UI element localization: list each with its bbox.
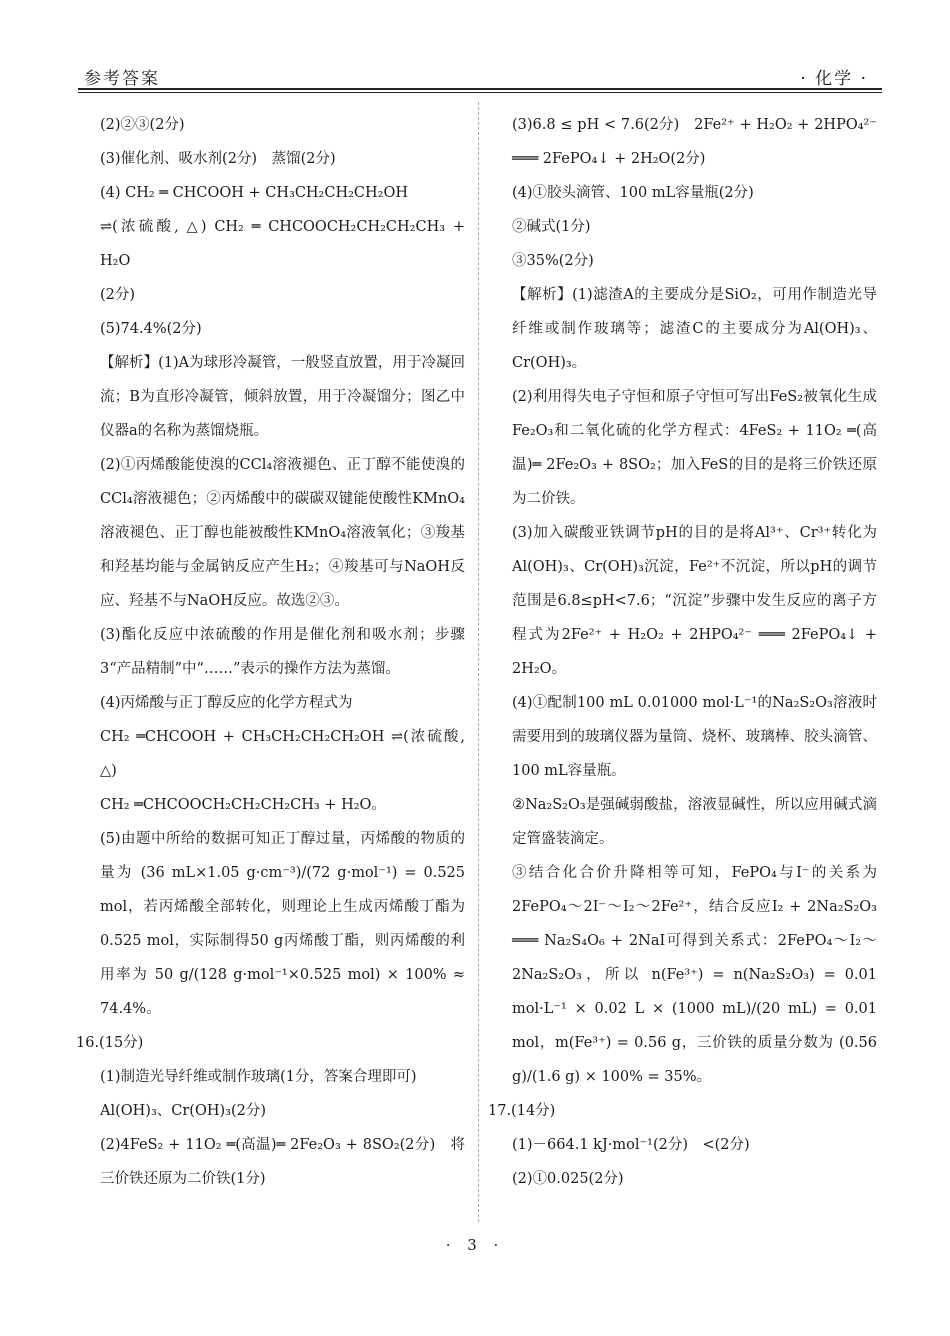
answer-line: (4)①胶头滴管、100 mL容量瓶(2分): [512, 185, 754, 201]
question-heading: 17.(14分): [488, 1103, 556, 1119]
right-column: [488, 108, 877, 1196]
analysis-paragraph: 【解析】(1)滤渣A的主要成分是SiO₂，可用作制造光导纤维或制作玻璃等；滤渣C的主要成分为Al(OH)₃、Cr(OH)₃。: [512, 287, 877, 371]
answer-line: (2)②③(2分): [100, 117, 185, 133]
analysis-paragraph: (4)①配制100 mL 0.01000 mol·L⁻¹的Na₂S₂O₃溶液时需要用到的玻璃仪器为量筒、烧杯、玻璃棒、胶头滴管、100 mL容量瓶。: [512, 695, 877, 779]
equation-line: CH₂ ═CHCOOH + CH₃CH₂CH₂CH₂OH ⇌(浓硫酸, △): [100, 729, 465, 779]
header-subject: · 化学 ·: [800, 69, 868, 89]
answer-line: (2分): [100, 287, 136, 303]
analysis-paragraph: (5)由题中所给的数据可知正丁醇过量，丙烯酸的物质的量为 (36 mL×1.05 g·cm⁻³)/(72 g·mol⁻¹) = 0.525 mol，若丙烯酸全部转化，则理论上生成丙烯酸丁酯为0.525 mol，实际制得50 g丙烯酸丁酯，则丙烯酸的利用率为 50 g/(128 g·mol⁻¹×0.525 mol) × 100% ≈ 74.4%。: [100, 831, 465, 1017]
answer-line: (3)催化剂、吸水剂(2分) 蒸馏(2分): [100, 151, 336, 167]
answer-line: ②碱式(1分): [512, 219, 591, 235]
left-column: [76, 108, 465, 1196]
analysis-paragraph: (2)①丙烯酸能使溴的CCl₄溶液褪色、正丁醇不能使溴的CCl₄溶液褪色；②丙烯酸中的碳碳双键能使酸性KMnO₄溶液褪色、正丁醇也能被酸性KMnO₄溶液氧化；③羧基和羟基均能与金属钠反应产生H₂；④羧基可与NaOH反应、羟基不与NaOH反应。故选②③。: [100, 457, 465, 609]
analysis-paragraph: ③结合化合价升降相等可知，FePO₄与I⁻的关系为2FePO₄～2I⁻～I₂～2Fe²⁺，结合反应I₂ + 2Na₂S₂O₃ ═══ Na₂S₄O₆ + 2NaI可得到关系式：2FePO₄～I₂～2Na₂S₂O₃，所以 n(Fe³⁺) = n(Na₂S₂O₃) = 0.01 mol·L⁻¹ × 0.02 L × (1000 mL)/(20 mL) = 0.01 mol，m(Fe³⁺) = 0.56 g，三价铁的质量分数为 (0.56 g)/(1.6 g) × 100% = 35%。: [512, 865, 877, 1085]
equation-line: CH₂ ═CHCOOCH₂CH₂CH₂CH₃ + H₂O。: [100, 797, 386, 813]
answer-line: (2)①0.025(2分): [512, 1171, 624, 1187]
answer-line: (1)－664.1 kJ·mol⁻¹(2分) <(2分): [512, 1137, 750, 1153]
header-rule-thick: [78, 88, 882, 90]
answer-line: (5)74.4%(2分): [100, 321, 202, 337]
question-heading: 16.(15分): [76, 1035, 144, 1051]
page-number: · 3 ·: [445, 1236, 505, 1254]
analysis-paragraph: ②Na₂S₂O₃是强碱弱酸盐，溶液显碱性，所以应用碱式滴定管盛装滴定。: [512, 797, 877, 847]
analysis-paragraph: (4)丙烯酸与正丁醇反应的化学方程式为: [100, 695, 353, 711]
answer-line: ③35%(2分): [512, 253, 594, 269]
answer-line: (3)6.8 ≤ pH < 7.6(2分) 2Fe²⁺ + H₂O₂ + 2HPO₄²⁻ ═══ 2FePO₄↓ + 2H₂O(2分): [512, 117, 877, 167]
analysis-paragraph: (3)酯化反应中浓硫酸的作用是催化剂和吸水剂；步骤3“产品精制”中“……”表示的操作方法为蒸馏。: [100, 627, 465, 677]
header-title: 参考答案: [84, 69, 160, 89]
analysis-paragraph: 【解析】(1)A为球形冷凝管，一般竖直放置，用于冷凝回流；B为直形冷凝管，倾斜放置，用于冷凝馏分；图乙中仪器a的名称为蒸馏烧瓶。: [100, 355, 465, 439]
analysis-paragraph: (3)加入碳酸亚铁调节pH的目的是将Al³⁺、Cr³⁺转化为Al(OH)₃、Cr(OH)₃沉淀，Fe²⁺不沉淀，所以pH的调节范围是6.8≤pH<7.6；“沉淀”步骤中发生反应的离子方程式为2Fe²⁺ + H₂O₂ + 2HPO₄²⁻ ═══ 2FePO₄↓ + 2H₂O。: [512, 525, 877, 677]
page-header: [78, 58, 882, 90]
equation-line: (4) CH₂ ═ CHCOOH + CH₃CH₂CH₂CH₂OH: [100, 185, 409, 201]
header-rule-thin: [78, 92, 882, 93]
analysis-paragraph: (2)利用得失电子守恒和原子守恒可写出FeS₂被氧化生成Fe₂O₃和二氧化硫的化学方程式：4FeS₂ + 11O₂ ═(高温)═ 2Fe₂O₃ + 8SO₂；加入FeS的目的是将三价铁还原为二价铁。: [512, 389, 877, 507]
answer-line: (2)4FeS₂ + 11O₂ ═(高温)═ 2Fe₂O₃ + 8SO₂(2分) 将三价铁还原为二价铁(1分): [100, 1137, 465, 1187]
answer-line: (1)制造光导纤维或制作玻璃(1分，答案合理即可): [100, 1069, 417, 1085]
column-divider: [478, 102, 479, 1222]
answer-line: Al(OH)₃、Cr(OH)₃(2分): [100, 1103, 266, 1119]
equation-line: ⇌(浓硫酸, △) CH₂ ═ CHCOOCH₂CH₂CH₂CH₃ + H₂O: [100, 219, 465, 269]
